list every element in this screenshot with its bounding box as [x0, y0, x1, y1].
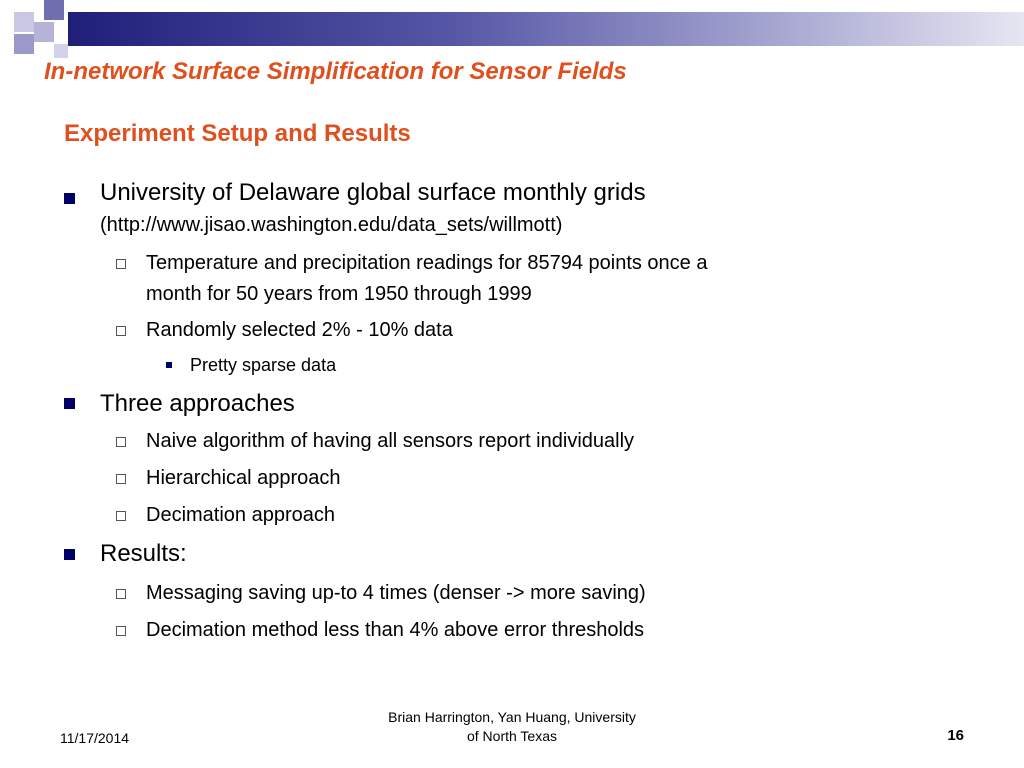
sub-sub-bullet-text: Pretty sparse data: [190, 355, 337, 375]
hollow-square-bullet-icon: [116, 511, 126, 521]
hollow-square-bullet-icon: [116, 326, 126, 336]
hollow-square-bullet-icon: [116, 474, 126, 484]
hollow-square-bullet-icon: [116, 626, 126, 636]
sub-bullet-text: Randomly selected 2% - 10% data: [146, 319, 453, 341]
sub-bullet-text: Naive algorithm of having all sensors report individually: [146, 430, 635, 452]
hollow-square-bullet-icon: [116, 259, 126, 269]
sub-bullet-text: month for 50 years from 1950 through 1999: [146, 283, 532, 305]
bullet-text: University of Delaware global surface monthly grids: [100, 179, 646, 206]
bullet-text: Results:: [100, 540, 187, 567]
sub-bullet-text: Decimation method less than 4% above error thresholds: [146, 619, 645, 641]
footer-authors-line: Brian Harrington, Yan Huang, University: [388, 709, 636, 725]
sub-bullet-text: Messaging saving up-to 4 times (denser -> more saving): [146, 582, 646, 604]
sub-bullet-text: Hierarchical approach: [146, 467, 341, 489]
footer-date: 11/17/2014: [60, 730, 130, 746]
page-number: 16: [947, 727, 964, 744]
square-bullet-icon: [64, 193, 75, 204]
hollow-square-bullet-icon: [116, 437, 126, 447]
footer-authors-line: of North Texas: [466, 728, 557, 744]
small-square-bullet-icon: [166, 362, 172, 368]
hollow-square-bullet-icon: [116, 589, 126, 599]
slide-subtitle: Experiment Setup and Results: [64, 120, 411, 147]
bullet-text: Three approaches: [100, 390, 295, 417]
sub-bullet-text: Temperature and precipitation readings for 85794 points once a: [146, 252, 708, 274]
sub-bullet-text: Decimation approach: [146, 504, 335, 526]
bullet-text-url: (http://www.jisao.washington.edu/data_sets/willmott): [100, 214, 563, 236]
slide-title: In-network Surface Simplification for Sensor Fields: [44, 58, 627, 85]
footer-authors: [340, 708, 684, 746]
square-bullet-icon: [64, 398, 75, 409]
square-bullet-icon: [64, 549, 75, 560]
